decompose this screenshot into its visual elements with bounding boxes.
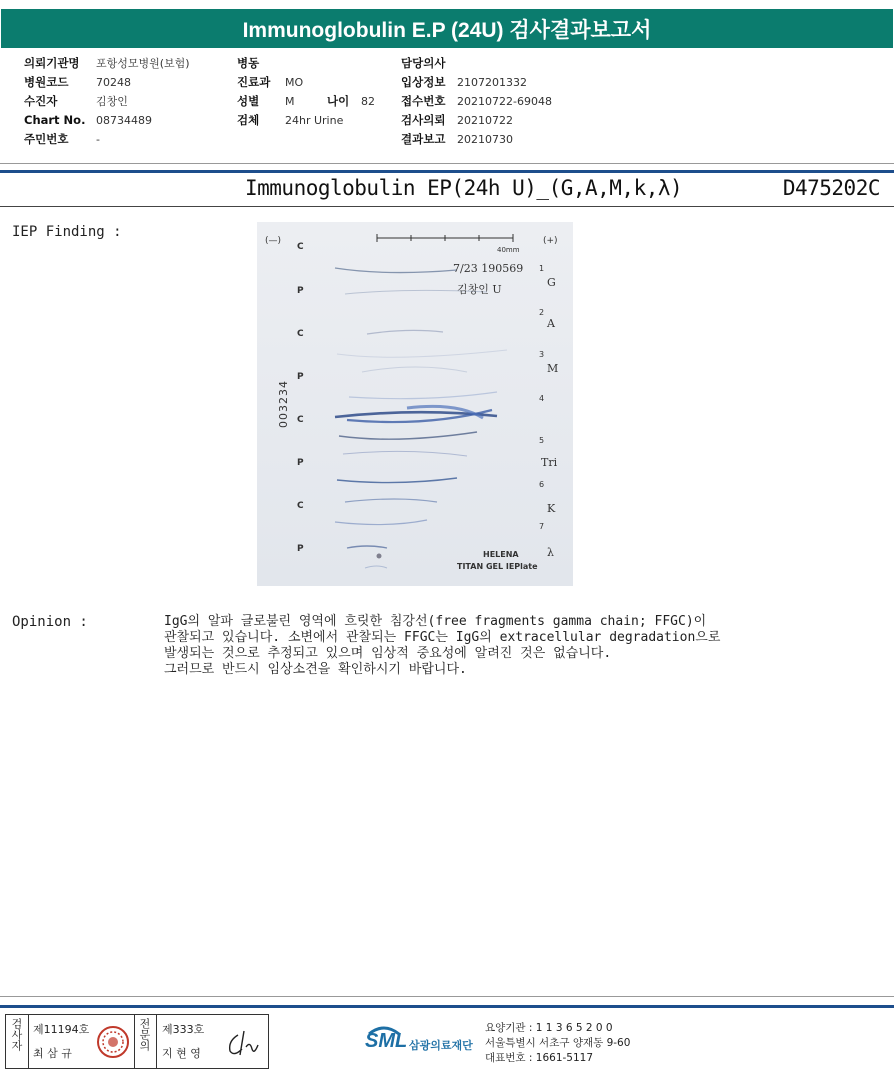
info-value: 2107201332: [457, 76, 527, 89]
info-key: 결과보고: [401, 132, 446, 146]
opinion-line: 발생되는 것으로 추정되고 있으며 임상적 중요성에 알려진 것은 없습니다.: [164, 646, 612, 661]
lane-number: 5: [539, 436, 545, 445]
info-key: 입상정보: [401, 75, 446, 89]
lane-name: Tri: [541, 456, 558, 469]
well-mark: P: [297, 372, 304, 382]
info-value: M: [285, 95, 295, 108]
well-mark: C: [297, 501, 304, 511]
info-value: 82: [361, 95, 375, 108]
lane-name: A: [547, 317, 555, 330]
org-address: [485, 1021, 630, 1066]
info-key: 나이: [327, 94, 350, 108]
well-mark: C: [297, 415, 304, 425]
lane-number: 4: [539, 394, 545, 403]
info-row: [24, 111, 190, 130]
lane-number: 1: [539, 264, 545, 273]
patient-info-col1: [24, 54, 190, 149]
divider: [0, 206, 894, 207]
stamp-license-no: 제11194호: [33, 1023, 90, 1036]
pos-pole: (+): [543, 236, 558, 246]
info-value: 20210730: [457, 133, 513, 146]
info-key: 진료과: [237, 75, 271, 89]
divider-blue: [0, 1005, 894, 1008]
stamp-role: 전문의: [138, 1018, 151, 1051]
info-key: 수진자: [24, 94, 58, 108]
well-mark: P: [297, 458, 304, 468]
info-value: 20210722: [457, 114, 513, 127]
info-value: 김창인: [96, 95, 128, 108]
divider: [0, 996, 894, 997]
sample-tag: 김창인 U: [457, 283, 502, 296]
stamp-role-cell: [6, 1015, 29, 1068]
seal-icon: [96, 1025, 130, 1059]
info-key: 주민번호: [24, 132, 69, 146]
opinion-label: Opinion :: [12, 614, 88, 630]
test-name: Immunoglobulin EP(24h U)_(G,A,M,k,λ): [245, 176, 683, 200]
stamp-role-cell: [134, 1015, 157, 1068]
info-key: 접수번호: [401, 94, 446, 108]
sample-id: 7/23 190569: [453, 262, 524, 275]
org-abbr: SML: [365, 1030, 408, 1052]
scale-label: 40mm: [497, 246, 520, 254]
info-value: 08734489: [96, 114, 152, 127]
info-row: [237, 92, 375, 111]
stamp-role: 검사자: [10, 1018, 23, 1051]
patient-info-col2: [237, 54, 375, 130]
lane-name: G: [547, 276, 556, 289]
addr-line: 요양기관 : 1 1 3 6 5 2 0 0: [485, 1022, 613, 1034]
stamp-license-no: 제333호: [162, 1023, 205, 1036]
info-row: [401, 54, 552, 73]
info-row: [237, 54, 375, 73]
lane-name: λ: [547, 546, 554, 559]
lane-name: M: [547, 362, 559, 375]
info-row: [24, 73, 190, 92]
info-value: -: [96, 133, 100, 146]
info-row: [24, 54, 190, 73]
lane-number: 7: [539, 522, 545, 531]
well-mark: P: [297, 544, 304, 554]
info-key: 성별: [237, 94, 260, 108]
info-row: [401, 111, 552, 130]
info-key: 검사의뢰: [401, 113, 446, 127]
electrophoresis-gel-image: [257, 222, 573, 586]
info-row: [401, 73, 552, 92]
info-row: [237, 73, 375, 92]
side-number: 003234: [277, 380, 290, 428]
finding-label: IEP Finding :: [12, 224, 122, 240]
gel-bands: [257, 222, 573, 586]
report-title: Immunoglobulin E.P (24U) 검사결과보고서: [1, 9, 893, 48]
well-mark: C: [297, 329, 304, 339]
info-value: 20210722-69048: [457, 95, 552, 108]
info-row: [401, 130, 552, 149]
info-key: 병원코드: [24, 75, 69, 89]
opinion-line: 관찰되고 있습니다. 소변에서 관찰되는 FFGC는 IgG의 extracellular degradation으로: [164, 630, 721, 645]
stamp-name: 지 현 영: [162, 1047, 201, 1060]
addr-line: 대표번호 : 1661-5117: [485, 1052, 594, 1064]
info-row: [24, 130, 190, 149]
signature-icon: [224, 1027, 262, 1059]
info-row: [237, 111, 375, 130]
patient-info-col3: [401, 54, 552, 149]
brand-product: TITAN GEL IEPlate: [457, 562, 538, 571]
org-name: 삼광의료재단: [409, 1039, 473, 1052]
info-row: [24, 92, 190, 111]
lane-number: 3: [539, 350, 545, 359]
well-mark: C: [297, 242, 304, 252]
neg-pole: (—): [265, 236, 282, 246]
stamp-name: 최 삼 규: [33, 1047, 72, 1060]
info-value: MO: [285, 76, 304, 89]
info-value: 24hr Urine: [285, 114, 344, 127]
opinion-text: [164, 614, 864, 678]
addr-line: 서울특별시 서초구 양재동 9-60: [485, 1037, 631, 1049]
info-row: [401, 92, 552, 111]
info-value: 70248: [96, 76, 131, 89]
test-code: D475202C: [782, 176, 880, 200]
info-value: 포항성모병원(보험): [96, 57, 190, 70]
opinion-line: 그러므로 반드시 임상소견을 확인하시기 바랍니다.: [164, 662, 467, 677]
lane-name: K: [547, 502, 556, 515]
divider: [0, 163, 894, 164]
well-mark: P: [297, 286, 304, 296]
info-key: 검체: [237, 113, 260, 127]
lane-number: 2: [539, 308, 545, 317]
info-key: 의뢰기관명: [24, 56, 80, 70]
lane-number: 6: [539, 480, 545, 489]
info-key: 병동: [237, 56, 260, 70]
brand-name: HELENA: [483, 550, 519, 559]
opinion-line: IgG의 알파 글로불린 영역에 흐릿한 침강선(free fragments gamma chain; FFGC)이: [164, 614, 707, 629]
divider-blue: [0, 170, 894, 173]
signature-stamp-box: [5, 1014, 269, 1069]
info-key: 담당의사: [401, 56, 446, 70]
info-key: Chart No.: [24, 113, 86, 127]
